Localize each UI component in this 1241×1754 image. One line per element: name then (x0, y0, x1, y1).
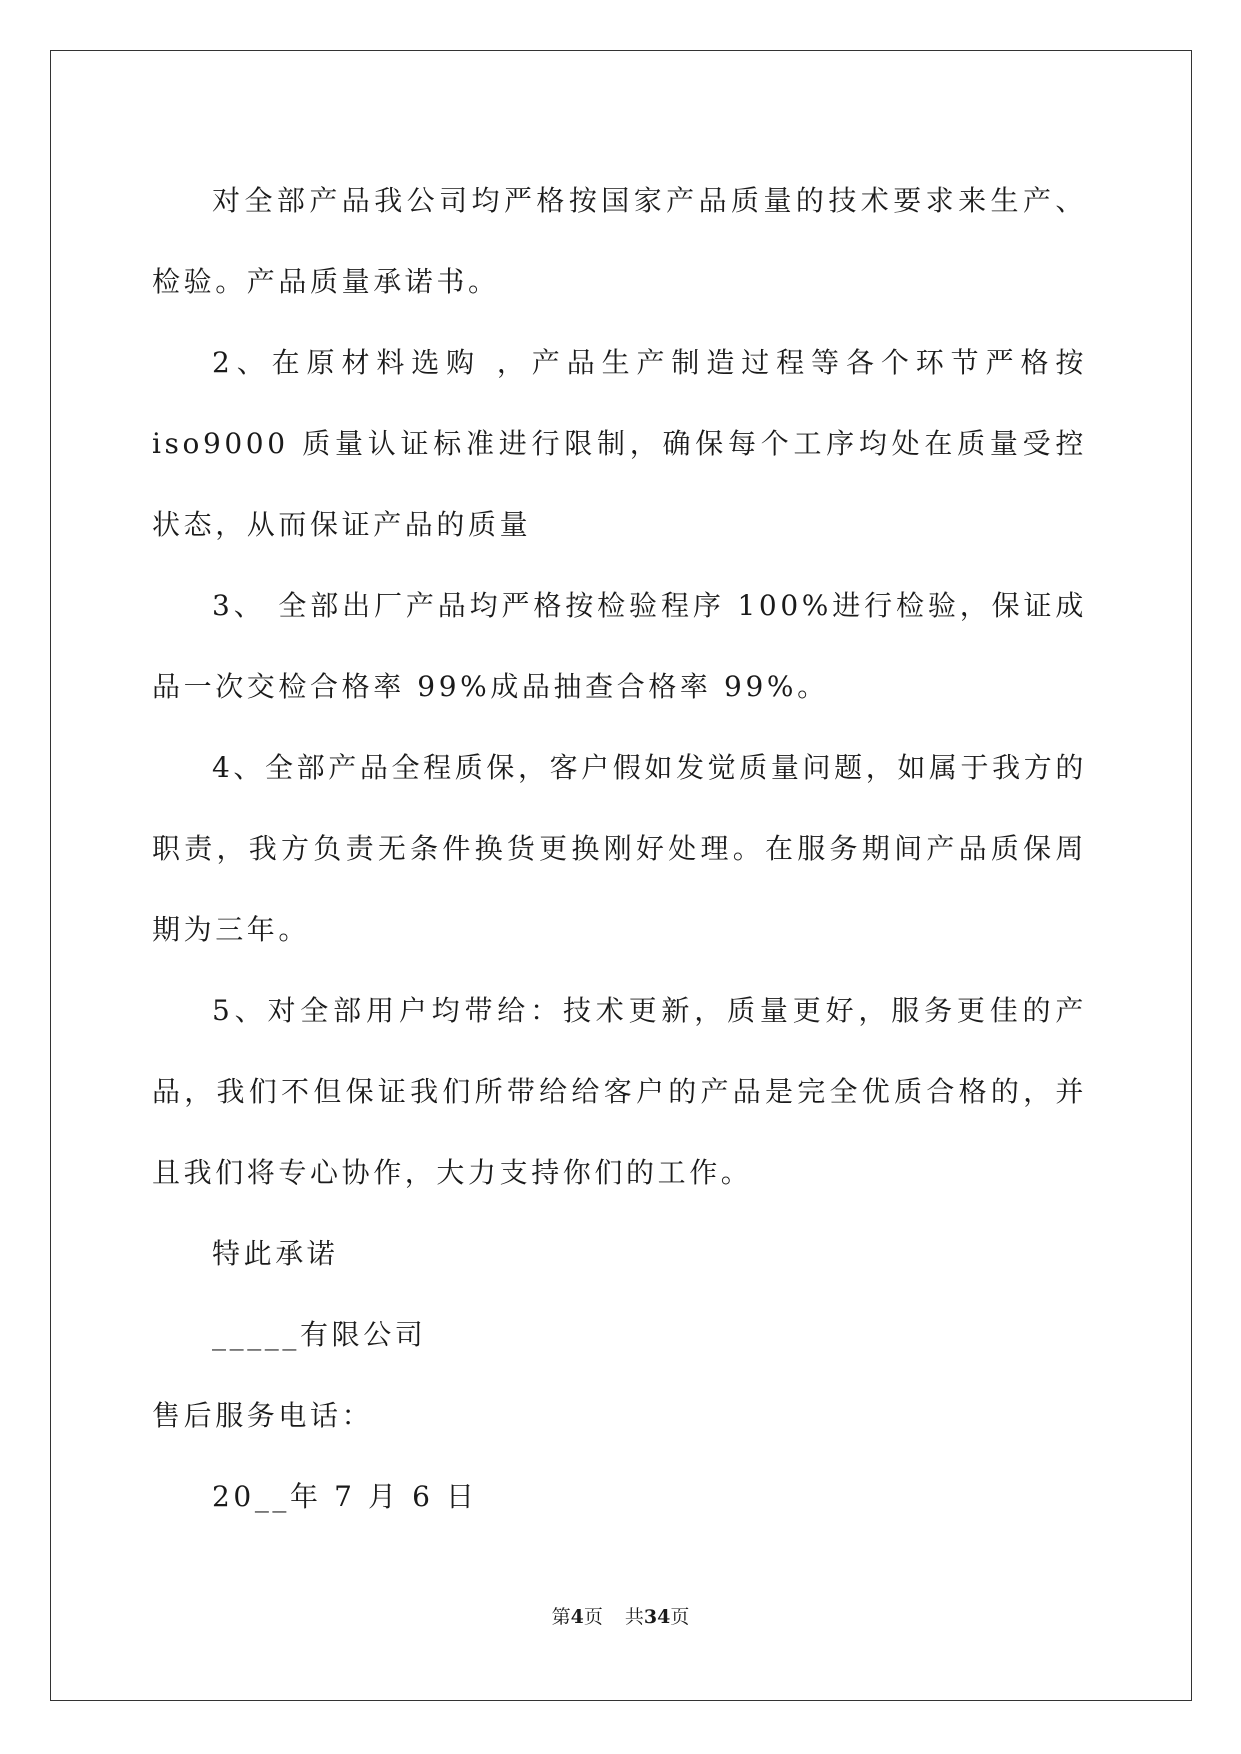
footer-page-number: 4 (570, 1606, 584, 1628)
footer-total-suffix: 页 (670, 1606, 690, 1628)
footer-page-suffix: 页 (583, 1606, 603, 1628)
paragraph-date: 20__年 7 月 6 日 (212, 1480, 478, 1513)
footer-page-prefix: 第 (551, 1606, 571, 1628)
paragraph-quality-standard: 对全部产品我公司均严格按国家产品质量的技术要求来生产、检验。产品质量承诺书。 (152, 184, 1087, 298)
paragraph-company-name: _____有限公司 (212, 1318, 427, 1351)
paragraph-item-5-service: 5、对全部用户均带给：技术更新，质量更好，服务更佳的产品，我们不但保证我们所带给给客户的产品是完全优质合格的，并且我们将专心协作，大力支持你们的工作。 (152, 994, 1087, 1189)
document-body (152, 160, 1087, 1537)
footer-total-prefix: 共 (624, 1606, 644, 1628)
paragraph-item-4-warranty: 4、全部产品全程质保，客户假如发觉质量问题，如属于我方的职责，我方负责无条件换货更换刚好处理。在服务期间产品质保周期为三年。 (152, 751, 1087, 946)
paragraph-item-3-inspection: 3、 全部出厂产品均严格按检验程序 100%进行检验，保证成品一次交检合格率 99%成品抽查合格率 99%。 (152, 589, 1087, 703)
paragraph-service-phone: 售后服务电话： (152, 1399, 374, 1432)
paragraph-item-2-materials: 2、在原材料选购 ，产品生产制造过程等各个环节严格按 iso9000 质量认证标准进行限制，确保每个工序均处在质量受控状态，从而保证产品的质量 (152, 346, 1087, 541)
page-footer (0, 1602, 1241, 1629)
paragraph-hereby-promise: 特此承诺 (212, 1237, 339, 1270)
footer-total-pages: 34 (643, 1606, 671, 1628)
